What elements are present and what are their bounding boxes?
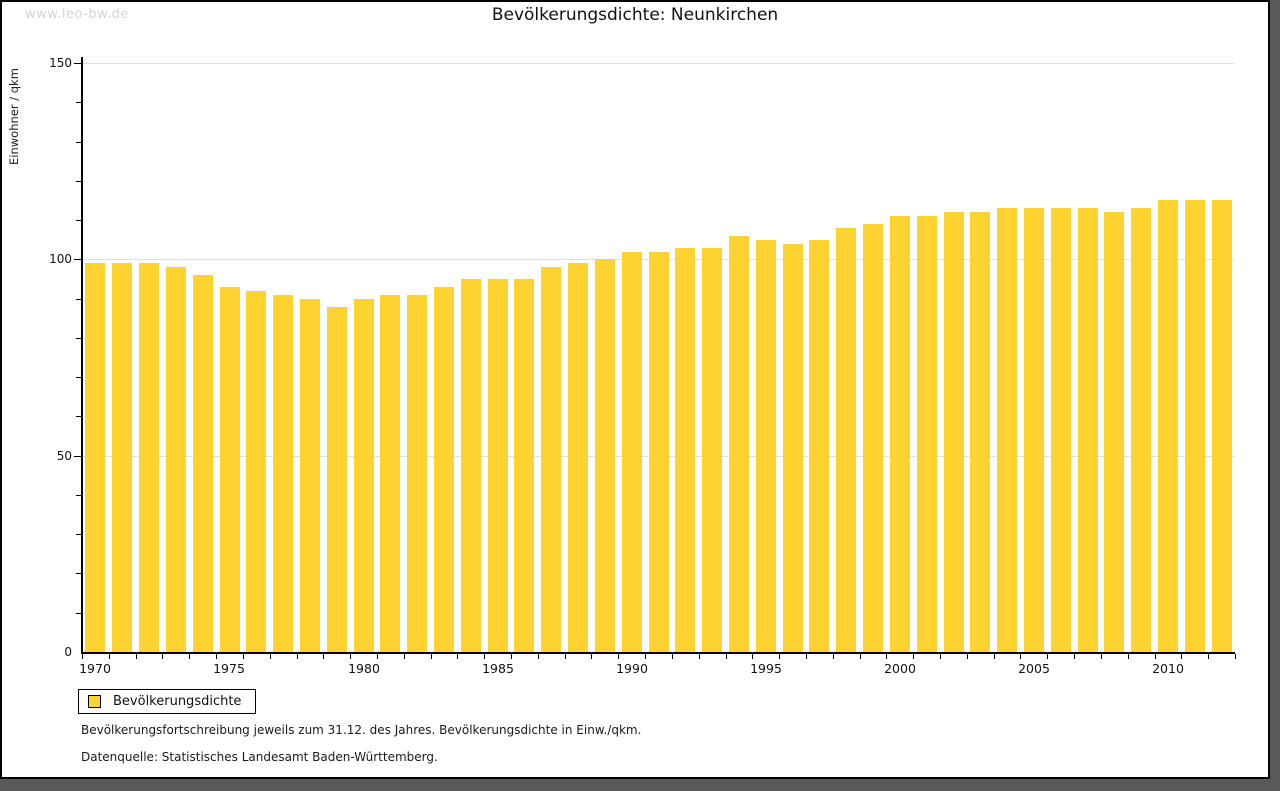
chart-title: Bevölkerungsdichte: Neunkirchen bbox=[491, 5, 779, 25]
bar-2005 bbox=[1024, 208, 1044, 652]
x-tick-label-1975: 1975 bbox=[213, 661, 245, 676]
bar-2011 bbox=[1185, 200, 1205, 652]
x-tick-label-1995: 1995 bbox=[750, 661, 782, 676]
bar-2007 bbox=[1078, 208, 1098, 652]
y-tick-label-0: 0 bbox=[64, 645, 72, 659]
x-tick-8 bbox=[297, 654, 298, 659]
x-tick-13 bbox=[431, 654, 432, 659]
bar-2000 bbox=[890, 216, 910, 652]
x-tick-1 bbox=[109, 654, 110, 659]
x-tick-19 bbox=[591, 654, 592, 659]
x-tick-2 bbox=[136, 654, 137, 659]
bar-1985 bbox=[488, 279, 508, 652]
bar-1978 bbox=[300, 299, 320, 652]
y-tick-label-50: 50 bbox=[56, 449, 72, 463]
y-tick-50 bbox=[74, 456, 81, 457]
bar-2006 bbox=[1051, 208, 1071, 652]
x-tick-7 bbox=[270, 654, 271, 659]
bar-1970 bbox=[85, 263, 105, 652]
bar-1988 bbox=[568, 263, 588, 652]
x-tick-11 bbox=[377, 654, 378, 659]
bar-1982 bbox=[407, 295, 427, 652]
x-tick-label-2010: 2010 bbox=[1152, 661, 1184, 676]
bar-2002 bbox=[944, 212, 964, 652]
x-tick-label-1970: 1970 bbox=[79, 661, 111, 676]
x-tick-35 bbox=[1020, 654, 1021, 659]
x-tick-16 bbox=[511, 654, 512, 659]
x-tick-23 bbox=[699, 654, 700, 659]
y-axis-label: Einwohner / qkm bbox=[7, 68, 21, 165]
x-tick-29 bbox=[860, 654, 861, 659]
bar-1979 bbox=[327, 307, 347, 653]
bar-1999 bbox=[863, 224, 883, 652]
legend-label: Bevölkerungsdichte bbox=[113, 694, 242, 709]
x-tick-33 bbox=[967, 654, 968, 659]
x-tick-12 bbox=[404, 654, 405, 659]
bar-1998 bbox=[836, 228, 856, 652]
bar-1986 bbox=[514, 279, 534, 652]
x-tick-6 bbox=[243, 654, 244, 659]
bar-2008 bbox=[1104, 212, 1124, 652]
x-tick-label-1985: 1985 bbox=[482, 661, 514, 676]
bar-1981 bbox=[380, 295, 400, 652]
watermark: www.leo-bw.de bbox=[25, 7, 129, 22]
x-tick-24 bbox=[726, 654, 727, 659]
bar-1984 bbox=[461, 279, 481, 652]
bar-1994 bbox=[729, 236, 749, 652]
bar-1973 bbox=[166, 267, 186, 652]
x-tick-27 bbox=[806, 654, 807, 659]
bar-1977 bbox=[273, 295, 293, 652]
x-tick-25 bbox=[752, 654, 753, 659]
bar-1971 bbox=[112, 263, 132, 652]
x-tick-34 bbox=[994, 654, 995, 659]
y-tick-label-100: 100 bbox=[49, 252, 72, 266]
gridline-y-150 bbox=[82, 63, 1235, 64]
x-tick-31 bbox=[913, 654, 914, 659]
bar-1992 bbox=[675, 248, 695, 652]
bar-2003 bbox=[970, 212, 990, 652]
x-tick-18 bbox=[565, 654, 566, 659]
bar-1972 bbox=[139, 263, 159, 652]
legend-swatch bbox=[88, 695, 101, 708]
x-tick-37 bbox=[1074, 654, 1075, 659]
x-tick-10 bbox=[350, 654, 351, 659]
x-tick-43 bbox=[1235, 654, 1236, 659]
bar-1976 bbox=[246, 291, 266, 652]
bar-1996 bbox=[783, 244, 803, 652]
x-tick-41 bbox=[1181, 654, 1182, 659]
x-tick-22 bbox=[672, 654, 673, 659]
bar-2012 bbox=[1212, 200, 1232, 652]
y-tick-150 bbox=[74, 63, 81, 64]
x-tick-3 bbox=[162, 654, 163, 659]
axis-x bbox=[81, 652, 1235, 654]
bar-1993 bbox=[702, 248, 722, 652]
bar-1995 bbox=[756, 240, 776, 652]
x-tick-0 bbox=[82, 654, 83, 659]
bar-1989 bbox=[595, 259, 615, 652]
x-tick-30 bbox=[886, 654, 887, 659]
x-tick-label-2005: 2005 bbox=[1018, 661, 1050, 676]
bar-1980 bbox=[354, 299, 374, 652]
x-tick-5 bbox=[216, 654, 217, 659]
bar-1983 bbox=[434, 287, 454, 652]
x-tick-36 bbox=[1047, 654, 1048, 659]
bar-1975 bbox=[220, 287, 240, 652]
x-tick-40 bbox=[1155, 654, 1156, 659]
x-tick-32 bbox=[940, 654, 941, 659]
bar-2010 bbox=[1158, 200, 1178, 652]
x-tick-14 bbox=[457, 654, 458, 659]
footnote-line-2: Datenquelle: Statistisches Landesamt Baden-Württemberg. bbox=[81, 750, 438, 764]
x-tick-21 bbox=[645, 654, 646, 659]
x-tick-38 bbox=[1101, 654, 1102, 659]
x-tick-label-1980: 1980 bbox=[348, 661, 380, 676]
axis-y bbox=[81, 57, 83, 654]
x-tick-20 bbox=[618, 654, 619, 659]
bar-1987 bbox=[541, 267, 561, 652]
y-tick-100 bbox=[74, 259, 81, 260]
x-tick-26 bbox=[779, 654, 780, 659]
x-tick-17 bbox=[538, 654, 539, 659]
x-tick-15 bbox=[484, 654, 485, 659]
x-tick-label-1990: 1990 bbox=[616, 661, 648, 676]
x-tick-28 bbox=[833, 654, 834, 659]
y-tick-label-150: 150 bbox=[49, 56, 72, 70]
x-tick-label-2000: 2000 bbox=[884, 661, 916, 676]
x-tick-9 bbox=[323, 654, 324, 659]
bar-1991 bbox=[649, 252, 669, 653]
plot-area bbox=[2, 2, 1268, 777]
bar-2001 bbox=[917, 216, 937, 652]
bar-1990 bbox=[622, 252, 642, 653]
bar-2009 bbox=[1131, 208, 1151, 652]
bar-1997 bbox=[809, 240, 829, 652]
x-tick-4 bbox=[189, 654, 190, 659]
footnote-line-1: Bevölkerungsfortschreibung jeweils zum 31.12. des Jahres. Bevölkerungsdichte in Einw./qkm. bbox=[81, 723, 642, 737]
legend-box bbox=[78, 689, 256, 714]
bar-2004 bbox=[997, 208, 1017, 652]
x-tick-42 bbox=[1208, 654, 1209, 659]
bar-1974 bbox=[193, 275, 213, 652]
x-tick-39 bbox=[1128, 654, 1129, 659]
